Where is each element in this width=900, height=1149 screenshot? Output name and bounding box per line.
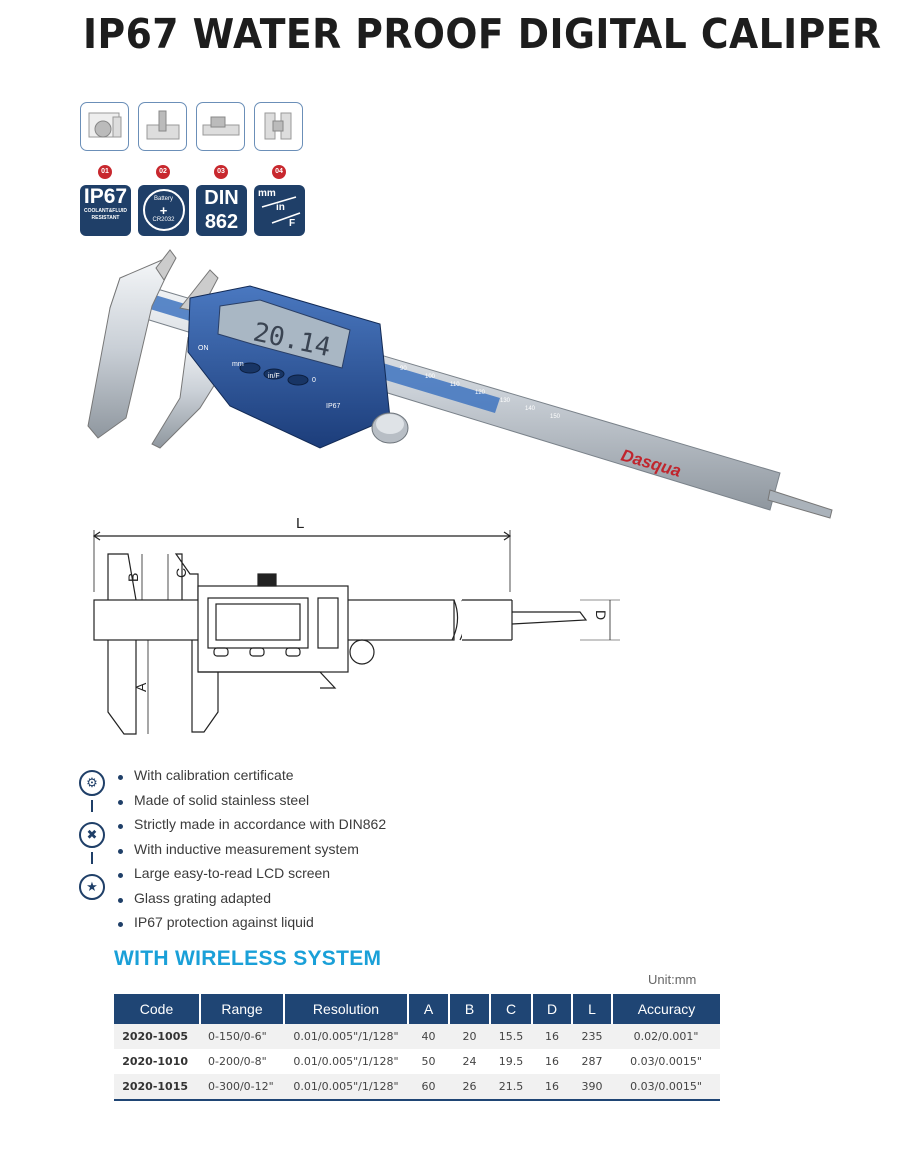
cell: 24 <box>449 1049 490 1074</box>
step-icon <box>196 102 245 151</box>
col-header: Resolution <box>284 994 408 1024</box>
zero-button <box>288 375 308 385</box>
technical-drawing <box>80 512 640 749</box>
cell: 0-150/0-6" <box>200 1024 284 1049</box>
dim-label-d: D <box>593 610 609 621</box>
badge-text: DIN <box>204 187 239 209</box>
cell: 0.01/0.005"/1/128" <box>284 1074 408 1100</box>
table-row <box>114 1074 720 1100</box>
cell: 20 <box>449 1024 490 1049</box>
unit-button-label: in/F <box>268 373 280 380</box>
scale-label: 110 <box>450 382 460 388</box>
badge-text: CR2032 <box>152 217 175 223</box>
cell: 60 <box>408 1074 449 1100</box>
cell: 16 <box>532 1049 572 1074</box>
col-header: Range <box>200 994 284 1024</box>
col-header: L <box>572 994 612 1024</box>
lcd-reading: 20.14 <box>250 317 334 364</box>
trophy-icon: ★ <box>79 874 105 900</box>
badge-text: mm <box>258 188 276 199</box>
feature-2 <box>138 102 189 223</box>
dim-label-c: C <box>173 567 189 578</box>
list-item: With calibration certificate <box>116 767 386 792</box>
dim-label-b: B <box>125 572 141 582</box>
col-header: C <box>490 994 532 1024</box>
table-row <box>114 1049 720 1074</box>
table-row <box>114 1024 720 1049</box>
list-item: Large easy-to-read LCD screen <box>116 865 386 890</box>
din862-badge <box>196 185 247 236</box>
outside-jaw-icon <box>80 102 129 151</box>
unit-label: Unit:mm <box>648 972 697 987</box>
list-item: IP67 protection against liquid <box>116 914 386 939</box>
cell: 2020-1005 <box>114 1024 200 1049</box>
list-item: Made of solid stainless steel <box>116 792 386 817</box>
zero-button-label: 0 <box>312 377 316 384</box>
scale-label: 100 <box>425 374 436 380</box>
slash-lines <box>254 185 305 236</box>
scale-label: 90 <box>400 366 407 372</box>
cell: 390 <box>572 1074 612 1100</box>
col-header: A <box>408 994 449 1024</box>
scale-label: 120 <box>475 390 486 396</box>
feature-1 <box>80 102 131 221</box>
badge-text: IP67 <box>83 185 128 208</box>
list-item: Strictly made in accordance with DIN862 <box>116 816 386 841</box>
cell: 40 <box>408 1024 449 1049</box>
cell: 0.03/0.0015" <box>612 1049 720 1074</box>
cell: 19.5 <box>490 1049 532 1074</box>
section-subtitle: WITH WIRELESS SYSTEM <box>114 947 382 970</box>
cell: 50 <box>408 1049 449 1074</box>
cell: 21.5 <box>490 1074 532 1100</box>
connector-line <box>91 852 93 864</box>
product-image <box>80 248 840 533</box>
scale-label: 130 <box>500 398 511 404</box>
feature-number: 01 <box>98 165 112 179</box>
col-header: B <box>449 994 490 1024</box>
gear-icon: ⚙ <box>79 770 105 796</box>
cell: 2020-1010 <box>114 1049 200 1074</box>
scale-label: 150 <box>550 414 561 420</box>
cell: 15.5 <box>490 1024 532 1049</box>
ip67-label: IP67 <box>326 403 341 410</box>
depth-icon <box>138 102 187 151</box>
on-button-label: ON <box>198 345 209 352</box>
badge-text: Battery <box>153 196 173 202</box>
cell: 26 <box>449 1074 490 1100</box>
tools-icon: ✖ <box>79 822 105 848</box>
feature-number: 03 <box>214 165 228 179</box>
battery-badge <box>138 185 189 236</box>
battery-ring <box>143 189 185 231</box>
cell: 0-200/0-8" <box>200 1049 284 1074</box>
cell: 16 <box>532 1024 572 1049</box>
cell: 0.02/0.001" <box>612 1024 720 1049</box>
scale-label: 140 <box>525 406 536 412</box>
badge-text: F <box>289 218 296 229</box>
cell: 2020-1015 <box>114 1074 200 1100</box>
col-header: Code <box>114 994 200 1024</box>
brand-logo: Dasqua <box>618 445 684 481</box>
cell: 0-300/0-12" <box>200 1074 284 1100</box>
badge-text: RESISTANT <box>91 215 120 221</box>
feature-3 <box>196 102 247 233</box>
cell: 0.01/0.005"/1/128" <box>284 1024 408 1049</box>
connector-line <box>91 800 93 812</box>
cell: 0.03/0.0015" <box>612 1074 720 1100</box>
mode-button-label: mm <box>232 361 244 368</box>
cell: 0.01/0.005"/1/128" <box>284 1049 408 1074</box>
ip67-badge <box>80 185 131 236</box>
dim-label-l: L <box>296 515 305 532</box>
caliper-illustration <box>80 248 840 528</box>
badge-text: + <box>159 203 168 218</box>
feature-4 <box>254 102 305 229</box>
cell: 16 <box>532 1074 572 1100</box>
feature-number: 02 <box>156 165 170 179</box>
dimension-drawing <box>80 512 640 744</box>
feature-number: 04 <box>272 165 286 179</box>
badge-text: COOLANT&FLUID <box>83 208 128 214</box>
col-header: Accuracy <box>612 994 720 1024</box>
page-title: IP67 WATER PROOF DIGITAL CALIPER <box>83 10 882 58</box>
badge-text: 862 <box>204 211 239 233</box>
feature-list <box>116 767 386 939</box>
list-item: With inductive measurement system <box>116 841 386 866</box>
cell: 287 <box>572 1049 612 1074</box>
badge-text: in <box>276 202 285 213</box>
unit-badge <box>254 185 305 236</box>
list-item: Glass grating adapted <box>116 890 386 915</box>
table-header-row <box>114 994 720 1024</box>
cell: 235 <box>572 1024 612 1049</box>
spec-table <box>114 994 720 1101</box>
col-header: D <box>532 994 572 1024</box>
dim-label-a: A <box>133 682 149 692</box>
inside-jaw-icon <box>254 102 303 151</box>
